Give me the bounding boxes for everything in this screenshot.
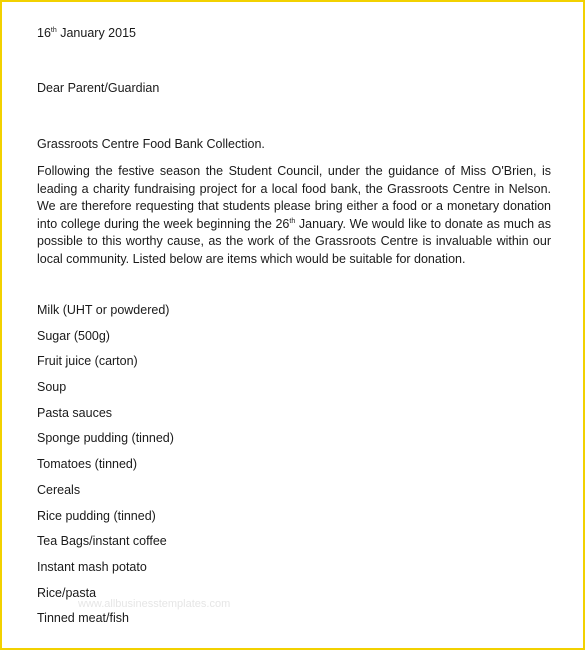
list-item: Rice pudding (tinned) (37, 508, 156, 523)
list-item: Tinned meat/fish (37, 611, 129, 626)
body-part-2: January. We would like to donate as much as possible to this worthy cause, as the work of the Grassroots Centre is invaluable within our local community. Listed below are items which would be suitable for donation. (37, 216, 551, 266)
letter-subject: Grassroots Centre Food Bank Collection. (37, 137, 265, 151)
list-item: Instant mash potato (37, 559, 147, 574)
list-item: Fruit juice (carton) (37, 354, 138, 369)
list-item: Milk (UHT or powdered) (37, 303, 170, 317)
watermark-text: www.allbusinesstemplates.com (78, 598, 231, 610)
list-item: Tomatoes (tinned) (37, 457, 138, 472)
body-date-suffix: th (289, 217, 296, 225)
list-item: Cereals (37, 482, 81, 497)
list-item: Sugar (500g) (37, 328, 110, 343)
body-part-1: Following the festive season the Student Council, under the guidance of Miss O'Brien, is leading a charity fundraising project for a local food bank, the Grassroots Centre in Nelson. We are therefore requesting that students please bring either a food or a monetary donation into college during the week beginning the 26 (37, 164, 551, 231)
date-day: 16 (37, 26, 51, 40)
letter-body (37, 163, 551, 269)
letter-date (37, 26, 136, 40)
list-item: Soup (37, 380, 67, 395)
donation-item-list (37, 302, 174, 636)
list-item: Tea Bags/instant coffee (37, 534, 167, 549)
list-item: Sponge pudding (tinned) (37, 431, 174, 446)
date-suffix: th (50, 27, 57, 34)
list-item: Pasta sauces (37, 405, 113, 420)
list-item: Rice/pasta (37, 585, 97, 600)
salutation: Dear Parent/Guardian (37, 81, 160, 95)
date-rest: January 2015 (56, 26, 136, 40)
